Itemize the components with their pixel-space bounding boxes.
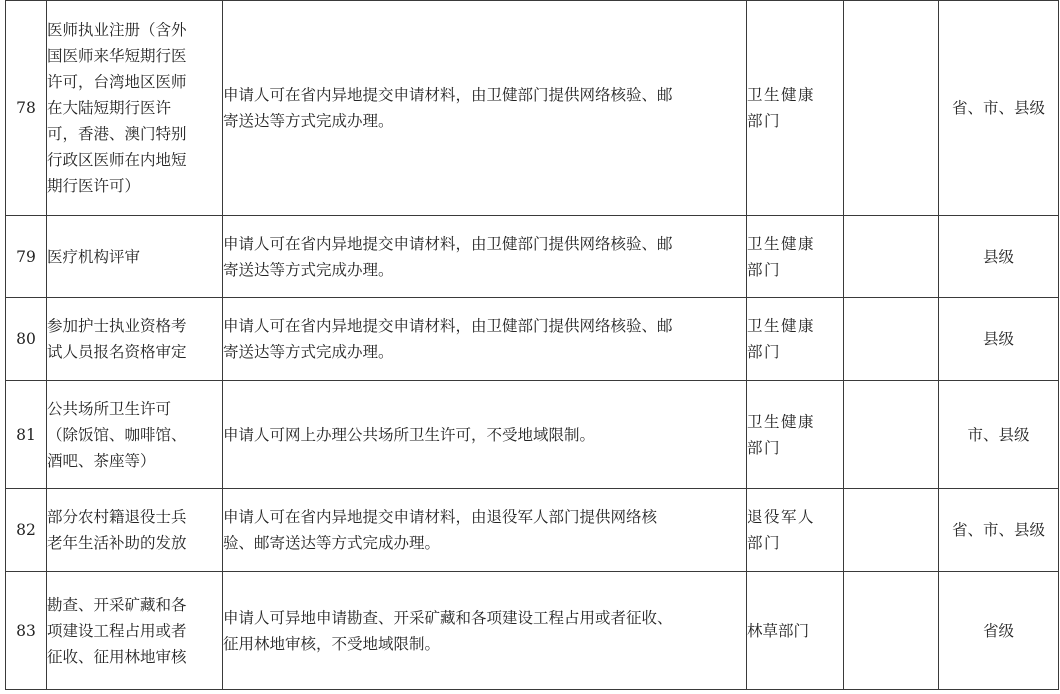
table-row — [6, 489, 1059, 572]
row-number: 83 — [6, 572, 47, 690]
blank-cell — [844, 381, 939, 489]
row-number: 81 — [6, 381, 47, 489]
item-description: 申请人可在省内异地提交申请材料，由退役军人部门提供网络核 验、邮寄送达等方式完成办理。 — [223, 508, 658, 552]
item-name: 勘查、开采矿藏和各 项建设工程占用或者 征收、征用林地审核 — [47, 595, 187, 666]
item-name: 参加护士执业资格考 试人员报名资格审定 — [47, 317, 187, 361]
administrative-level: 省、市、县级 — [939, 489, 1059, 572]
blank-cell — [844, 1, 939, 216]
row-number: 79 — [6, 216, 47, 298]
responsible-department: 退役军人 部门 — [747, 508, 816, 552]
services-table — [5, 0, 1059, 690]
item-description: 申请人可在省内异地提交申请材料，由卫健部门提供网络核验、邮 寄送达等方式完成办理。 — [223, 234, 673, 279]
item-name: 医师执业注册（含外 国医师来华短期行医 许可，台湾地区医师 在大陆短期行医许 可，香港、澳门特别 行政区医师在内地短 期行医许可） — [47, 21, 187, 195]
responsible-department: 卫生健康 部门 — [747, 412, 816, 457]
blank-cell — [844, 216, 939, 298]
administrative-level: 县级 — [939, 216, 1059, 298]
item-name: 医疗机构评审 — [47, 247, 141, 266]
responsible-department: 卫生健康 部门 — [747, 86, 816, 130]
item-description: 申请人可网上办理公共场所卫生许可，不受地域限制。 — [223, 425, 596, 444]
blank-cell — [844, 489, 939, 572]
table-row — [6, 381, 1059, 489]
responsible-department: 卫生健康 部门 — [747, 317, 816, 361]
item-description: 申请人可异地申请勘查、开采矿藏和各项建设工程占用或者征收、 征用林地审核，不受地域限制。 — [223, 608, 673, 653]
row-number: 80 — [6, 298, 47, 381]
item-description: 申请人可在省内异地提交申请材料，由卫健部门提供网络核验、邮 寄送达等方式完成办理。 — [223, 86, 673, 130]
blank-cell — [844, 572, 939, 690]
item-name: 公共场所卫生许可 （除饭馆、咖啡馆、 酒吧、茶座等） — [47, 399, 187, 470]
table-row — [6, 572, 1059, 690]
administrative-level: 省、市、县级 — [939, 1, 1059, 216]
item-description: 申请人可在省内异地提交申请材料，由卫健部门提供网络核验、邮 寄送达等方式完成办理。 — [223, 317, 673, 361]
blank-cell — [844, 298, 939, 381]
table-row — [6, 216, 1059, 298]
row-number: 78 — [6, 1, 47, 216]
administrative-level: 市、县级 — [939, 381, 1059, 489]
responsible-department: 卫生健康 部门 — [747, 234, 816, 279]
administrative-level: 省级 — [939, 572, 1059, 690]
item-name: 部分农村籍退役士兵 老年生活补助的发放 — [47, 508, 187, 552]
table-row — [6, 1, 1059, 216]
table-row — [6, 298, 1059, 381]
responsible-department: 林草部门 — [747, 621, 810, 640]
administrative-level: 县级 — [939, 298, 1059, 381]
row-number: 82 — [6, 489, 47, 572]
